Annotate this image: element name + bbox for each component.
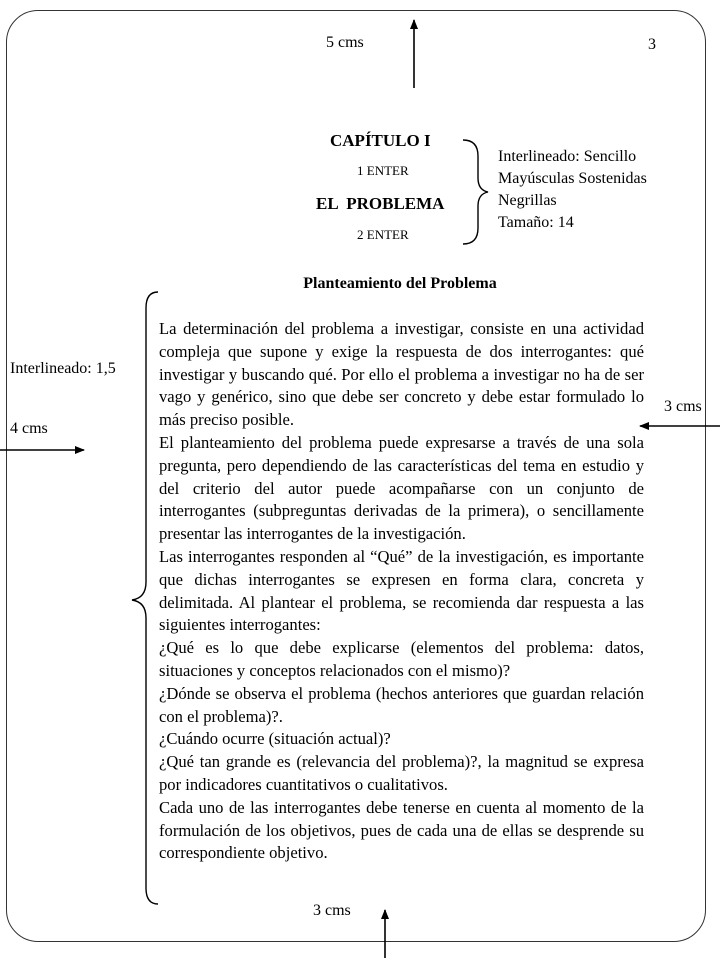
top-margin-label: 5 cms (326, 34, 364, 51)
bottom-margin-label: 3 cms (313, 902, 351, 919)
paragraph: ¿Dónde se observa el problema (hechos anteriores que guardan relación con el problema)?. (159, 683, 644, 726)
page-number: 3 (648, 36, 656, 53)
paragraph: ¿Cuándo ocurre (situación actual)? (159, 729, 391, 749)
paragraph: Las interrogantes responden al “Qué” de la investigación, es importante que dichas interrogantes se expresen en forma clara, concreta y delimitada. Al plantear el problema, se recomienda dar respuesta a las siguientes interrogantes: (159, 546, 644, 635)
paragraph: El planteamiento del problema puede expresarse a través de una sola pregunta, pero dependiendo de las características del tema en estudio y del criterio del autor puede acompañarse con un conjunto de interrogantes (subpreguntas derivadas de la primera), o sencillamente presentar las interrogantes de la investigación. (159, 432, 644, 544)
chapter-title: CAPÍTULO I (330, 131, 431, 150)
chapter-subtitle: EL PROBLEMA (316, 194, 445, 213)
line-spacing-note: Interlineado: 1,5 (10, 360, 116, 377)
paragraph: La determinación del problema a investigar, consiste en una actividad compleja que supone y exige la respuesta de dos interrogantes: qué investigar y buscando qué. Por ello el problema a investigar no ha de ser vago y genérico, sino que debe ser concreto y debe estar formulado lo más preciso posible. (159, 319, 644, 430)
right-margin-label: 3 cms (664, 398, 702, 415)
section-heading: Planteamiento del Problema (303, 275, 497, 292)
enter-note-1: 1 ENTER (357, 163, 409, 178)
format-notes (498, 146, 647, 234)
paragraph: ¿Qué tan grande es (relevancia del problema)?, la magnitud se expresa por indicadores cuantitativos o cualitativos. (159, 752, 644, 794)
paragraph: ¿Qué es lo que debe explicarse (elementos del problema: datos, situaciones y conceptos relacionados con el mismo)? (159, 638, 644, 680)
format-note: Tamaño: 14 (498, 214, 574, 231)
paragraph: Cada uno de las interrogantes debe tenerse en cuenta al momento de la formulación de los objetivos, pues de cada una de ellas se desprende su correspondiente objetivo. (159, 797, 644, 863)
format-note: Mayúsculas Sostenidas (498, 170, 647, 187)
left-margin-label: 4 cms (10, 420, 48, 437)
format-note: Negrillas (498, 192, 557, 209)
format-note: Interlineado: Sencillo (498, 148, 637, 165)
body-text (159, 318, 644, 865)
enter-note-2: 2 ENTER (357, 227, 409, 242)
